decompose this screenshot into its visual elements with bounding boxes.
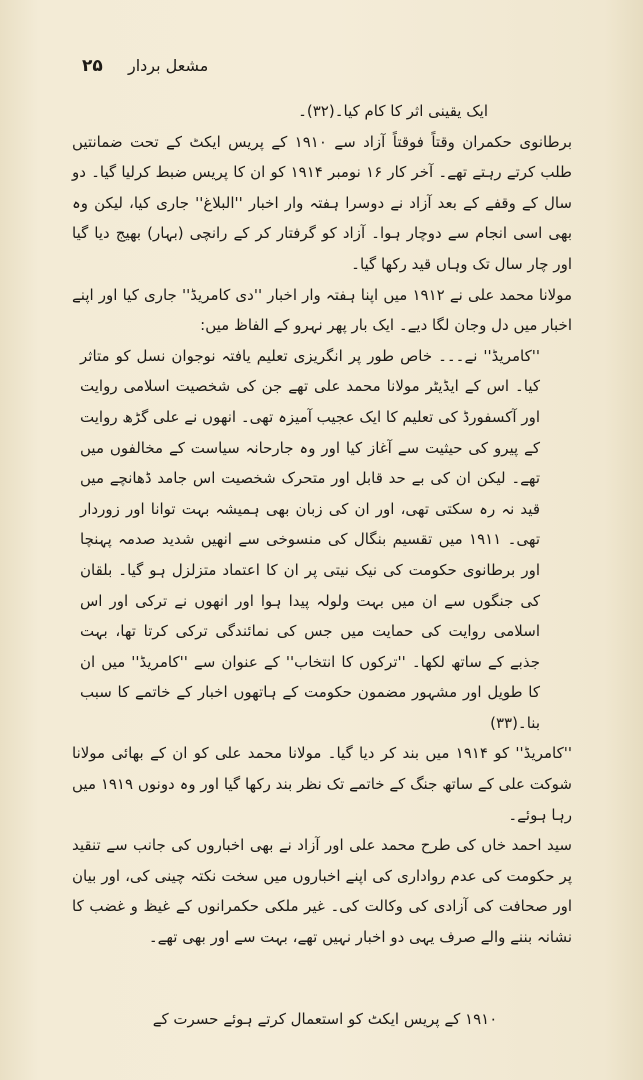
page-body — [72, 96, 572, 953]
paragraph-3: مولانا محمد علی نے ۱۹۱۲ میں اپنا ہفتہ وار اخبار ''دی کامریڈ'' جاری کیا اور اپنے اخبار میں دل وجان لگا دیے۔ ایک بار پھر نہرو کے الفاظ میں: — [72, 285, 572, 335]
page-number: ۲۵ — [82, 56, 103, 76]
paragraph-4: ''کامریڈ'' کو ۱۹۱۴ میں بند کر دیا گیا۔ مولانا محمد علی کو ان کے بھائی مولانا شوکت علی کے ساتھ جنگ کے خاتمے تک نظر بند رکھا گیا اور وہ دونوں ۱۹۱۹ میں رہا ہوئے۔ — [72, 744, 572, 824]
paragraph-1: ایک یقینی اثر کا کام کیا۔(۳۲)۔ — [298, 102, 488, 120]
block-quote: ''کامریڈ'' نے۔۔۔ خاص طور پر انگریزی تعلیم یافتہ نوجوان نسل کو متاثر کیا۔ اس کے ایڈیٹر مولانا محمد علی تھے جن کی شخصیت اسلامی روایت اور آکسفورڈ کی تعلیم کا ایک عجیب آمیزہ تھی۔ انھوں نے علی گڑھ روایت کے پیرو کی حیثیت سے آغاز کیا اور وہ جارحانہ سیاست کے مخالفوں میں تھے۔ لیکن ان کی بے حد قابل اور متحرک شخصیت اس جامد ڈھانچے میں قید نہ رہ سکتی تھی، اور ان کی زبان بھی ہمیشہ بہت توانا اور زوردار تھی۔ ۱۹۱۱ میں تقسیم بنگال کی منسوخی سے انھیں شدید صدمہ پہنچا اور برطانوی حکومت کی نیک نیتی پر ان کا اعتماد متزلزل ہو گیا۔ بلقان کی جنگوں سے ان میں بہت ولولہ پیدا ہوا اور انھوں نے ترکی اور اس اسلامی روایت کی حمایت میں جس کی نمائندگی ترکی کرتا تھا، بہت جذبے کے ساتھ لکھا۔ ''ترکوں کا انتخاب'' کے عنوان سے ''کامریڈ'' میں ان کا طویل اور مشہور مضمون حکومت کے ہاتھوں اخبار کے خاتمے کا سبب بنا۔(۳۳) — [80, 346, 540, 732]
paragraph-2: برطانوی حکمران وقتاً فوقتاً آزاد سے ۱۹۱۰ کے پریس ایکٹ کے تحت ضمانتیں طلب کرتے رہتے تھے۔ آخر کار ۱۶ نومبر ۱۹۱۴ کو ان کا پریس ضبط کرلیا گیا۔ دو سال کے وقفے کے بعد آزاد نے دوسرا ہفتہ وار اخبار ''البلاغ'' جاری کیا، لیکن وہ بھی اسی انجام سے دوچار ہوا۔ آزاد کو گرفتار کر کے رانچی (بہار) بھیج دیا گیا اور چار سال تک وہاں قید رکھا گیا۔ — [72, 132, 572, 273]
running-title: مشعل بردار — [128, 56, 209, 75]
paragraph-6: ۱۹۱۰ کے پریس ایکٹ کو استعمال کرتے ہوئے حسرت کے — [152, 1010, 498, 1028]
page-header — [0, 52, 643, 82]
paragraph-5: سید احمد خاں کی طرح محمد علی اور آزاد نے بھی اخباروں کی جانب سے تنقید پر حکومت کی عدم رواداری کی اپنے اخباروں میں سخت نکتہ چینی کی، اور بیان اور صحافت کی آزادی کی وکالت کی۔ غیر ملکی حکمرانوں کے غیظ و غضب کا نشانہ بننے والے صرف یہی دو اخبار نہیں تھے، بہت سے اور بھی تھے۔ — [72, 836, 572, 947]
